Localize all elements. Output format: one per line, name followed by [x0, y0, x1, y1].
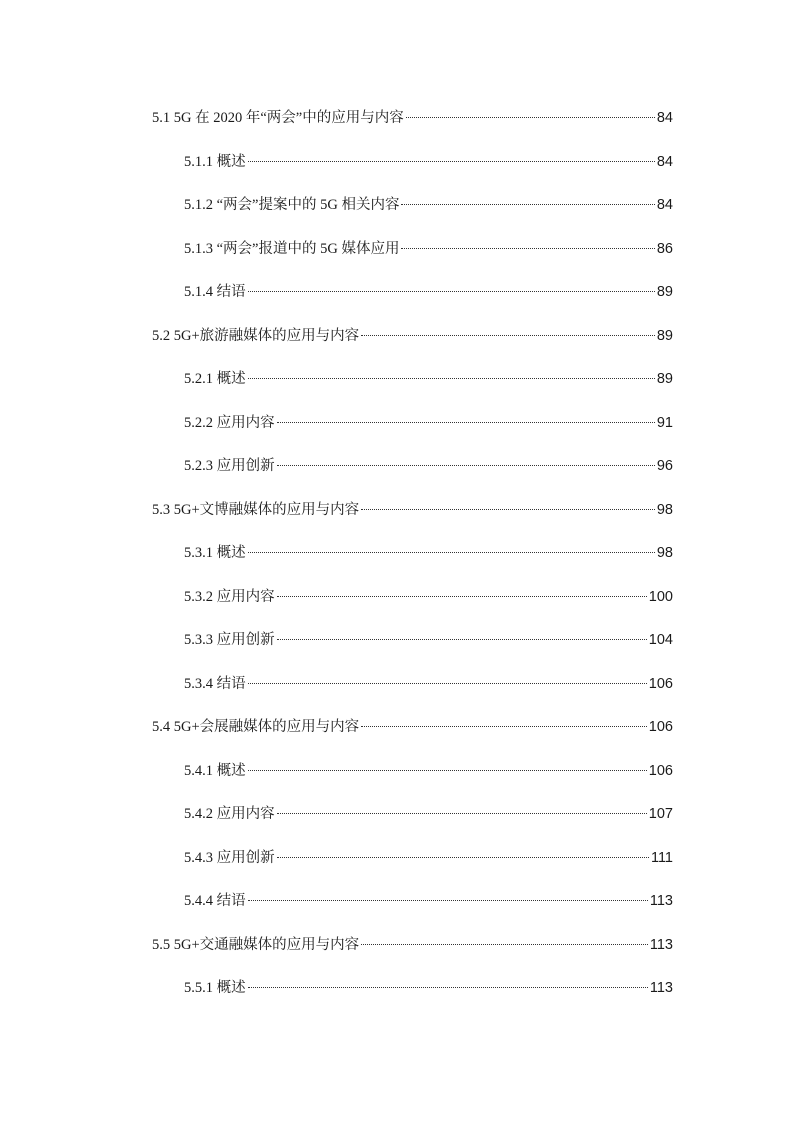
toc-entry-page: 100: [648, 588, 673, 605]
dot-leader: [248, 378, 655, 379]
toc-entry-page: 89: [656, 284, 673, 300]
toc-entry-label: 5.4.1 概述: [184, 762, 246, 779]
dot-leader: [361, 944, 648, 945]
toc-entry-label: 5.2 5G+旅游融媒体的应用与内容: [152, 327, 360, 344]
dot-leader: [406, 117, 655, 118]
dot-leader: [277, 465, 655, 466]
toc-entry-page: 113: [649, 893, 673, 909]
dot-leader: [248, 987, 648, 988]
toc-entry-5-1-1[interactable]: [152, 151, 673, 195]
dot-leader: [248, 552, 655, 553]
dot-leader: [248, 770, 647, 771]
toc-entry-page: 104: [648, 632, 673, 648]
toc-entry-page: 84: [656, 110, 673, 126]
toc-entry-label: 5.4.3 应用创新: [184, 849, 275, 866]
toc-entry-5-4-4[interactable]: [152, 890, 673, 934]
toc-entry-5-3[interactable]: [152, 499, 673, 543]
toc-entry-label: 5.5 5G+交通融媒体的应用与内容: [152, 936, 360, 953]
toc-entry-page: 106: [648, 719, 673, 735]
dot-leader: [248, 683, 647, 684]
dot-leader: [277, 813, 647, 814]
toc-entry-page: 98: [656, 501, 673, 518]
toc-entry-label: 5.4.4 结语: [184, 893, 246, 909]
toc-entry-label: 5.2.1 概述: [184, 371, 246, 387]
toc-entry-label: 5.1.3 “两会”报道中的 5G 媒体应用: [184, 240, 400, 257]
toc-entry-label: 5.5.1 概述: [184, 980, 246, 996]
dot-leader: [277, 639, 647, 640]
toc-entry-5-1-3[interactable]: [152, 238, 673, 282]
dot-leader: [248, 900, 648, 901]
toc-entry-5-4-2[interactable]: [152, 803, 673, 847]
toc-entry-5-5[interactable]: [152, 934, 673, 978]
toc-entry-page: 111: [650, 849, 673, 866]
toc-entry-page: 113: [649, 980, 673, 996]
toc-entry-label: 5.1 5G 在 2020 年“两会”中的应用与内容: [152, 110, 404, 126]
dot-leader: [401, 204, 654, 205]
toc-entry-page: 89: [656, 371, 673, 387]
toc-entry-5-1-2[interactable]: [152, 194, 673, 238]
toc-entry-5-3-2[interactable]: [152, 586, 673, 630]
toc-entry-label: 5.1.2 “两会”提案中的 5G 相关内容: [184, 197, 400, 213]
toc-entry-5-5-1[interactable]: [152, 977, 673, 1021]
toc-entry-page: 113: [649, 936, 673, 953]
dot-leader: [248, 161, 655, 162]
toc-entry-page: 96: [656, 458, 673, 474]
toc-entry-page: 106: [648, 762, 673, 779]
toc-entry-5-4-3[interactable]: [152, 847, 673, 891]
toc-entry-page: 98: [656, 545, 673, 561]
toc-entry-5-2[interactable]: [152, 325, 673, 369]
toc-entry-label: 5.1.4 结语: [184, 284, 246, 300]
toc-entry-5-1-4[interactable]: [152, 281, 673, 325]
dot-leader: [277, 596, 647, 597]
toc-entry-page: 84: [656, 197, 673, 213]
toc-entry-5-2-3[interactable]: [152, 455, 673, 499]
dot-leader: [248, 291, 655, 292]
toc-entry-page: 91: [656, 414, 673, 431]
toc-entry-page: 107: [648, 806, 673, 822]
toc-entry-page: 89: [656, 327, 673, 344]
dot-leader: [277, 857, 649, 858]
toc-entry-label: 5.4.2 应用内容: [184, 806, 275, 822]
toc-entry-label: 5.3.2 应用内容: [184, 588, 275, 605]
toc-entry-label: 5.2.3 应用创新: [184, 458, 275, 474]
toc-entry-5-3-4[interactable]: [152, 673, 673, 717]
dot-leader: [361, 726, 647, 727]
toc-entry-page: 86: [656, 240, 673, 257]
toc-entry-label: 5.1.1 概述: [184, 153, 246, 170]
toc-entry-5-4-1[interactable]: [152, 760, 673, 804]
toc-entry-5-4[interactable]: [152, 716, 673, 760]
toc-entry-5-1[interactable]: [152, 107, 673, 151]
toc-entry-label: 5.4 5G+会展融媒体的应用与内容: [152, 719, 360, 735]
toc-entry-label: 5.3 5G+文博融媒体的应用与内容: [152, 501, 360, 518]
table-of-contents: [152, 107, 673, 1021]
toc-entry-5-3-3[interactable]: [152, 629, 673, 673]
toc-entry-label: 5.2.2 应用内容: [184, 414, 275, 431]
toc-entry-5-2-2[interactable]: [152, 412, 673, 456]
toc-entry-5-3-1[interactable]: [152, 542, 673, 586]
toc-entry-label: 5.3.3 应用创新: [184, 632, 275, 648]
dot-leader: [361, 509, 655, 510]
dot-leader: [277, 422, 655, 423]
dot-leader: [401, 248, 654, 249]
toc-entry-page: 106: [648, 675, 673, 692]
toc-entry-page: 84: [656, 153, 673, 170]
toc-entry-label: 5.3.1 概述: [184, 545, 246, 561]
toc-entry-label: 5.3.4 结语: [184, 675, 246, 692]
dot-leader: [361, 335, 655, 336]
toc-entry-5-2-1[interactable]: [152, 368, 673, 412]
